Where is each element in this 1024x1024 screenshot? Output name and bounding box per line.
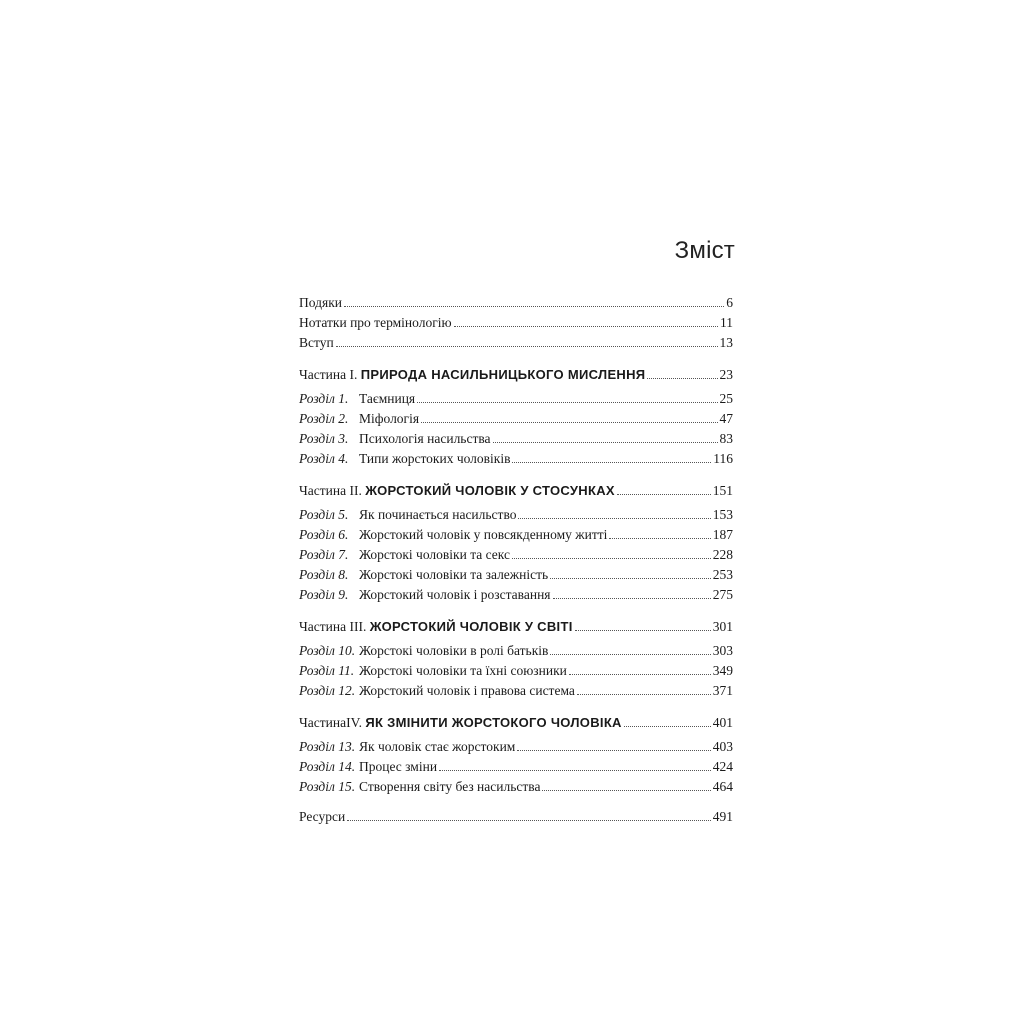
leader-dots	[336, 346, 718, 347]
leader-dots	[617, 494, 711, 495]
entry-title: Ресурси	[299, 809, 346, 824]
chapter-number: Розділ 14.	[299, 759, 356, 774]
chapter-title: Жорстокі чоловіки та залежність	[359, 567, 549, 582]
chapter-number: Розділ 2.	[299, 411, 349, 426]
toc-chapter	[299, 545, 733, 565]
toc-chapter	[299, 525, 733, 545]
chapter-number: Розділ 9.	[299, 587, 349, 602]
leader-dots	[550, 578, 711, 579]
toc-part-heading	[299, 481, 733, 501]
chapter-title: Як починається насильство	[359, 507, 517, 522]
chapter-number: Розділ 7.	[299, 547, 349, 562]
toc-chapter	[299, 641, 733, 661]
chapter-title: Психологія насильства	[359, 431, 491, 446]
entry-page: 151	[712, 483, 733, 498]
toc-chapter	[299, 449, 733, 469]
chapter-title: Жорстокі чоловіки в ролі батьків	[359, 643, 549, 658]
entry-page: 464	[712, 779, 733, 794]
toc-part-heading	[299, 365, 733, 385]
part-prefix: ЧастинаIV.	[299, 715, 362, 730]
leader-dots	[550, 654, 710, 655]
entry-page: 403	[712, 739, 733, 754]
entry-page: 401	[712, 715, 733, 730]
entry-page: 6	[726, 295, 733, 310]
toc-entry-front	[299, 293, 733, 313]
chapter-number: Розділ 11.	[299, 663, 355, 678]
entry-page: 424	[712, 759, 733, 774]
leader-dots	[421, 422, 717, 423]
toc-chapter	[299, 565, 733, 585]
entry-page: 13	[719, 335, 733, 350]
entry-page: 371	[712, 683, 733, 698]
chapter-title: Як чоловік стає жорстоким	[359, 739, 516, 754]
chapter-number: Розділ 4.	[299, 451, 349, 466]
chapter-number: Розділ 10.	[299, 643, 356, 658]
leader-dots	[439, 770, 711, 771]
toc-chapter	[299, 409, 733, 429]
chapter-title: Таємниця	[359, 391, 416, 406]
entry-title: Подяки	[299, 295, 342, 310]
toc-chapter	[299, 681, 733, 701]
part-title: ЯК ЗМІНИТИ ЖОРСТОКОГО ЧОЛОВІКА	[365, 715, 622, 730]
entry-page: 11	[720, 315, 733, 330]
chapter-number: Розділ 8.	[299, 567, 349, 582]
table-of-contents	[299, 293, 733, 827]
entry-page: 83	[719, 431, 733, 446]
toc-entry-back	[299, 807, 733, 827]
part-title: ЖОРСТОКИЙ ЧОЛОВІК У СВІТІ	[369, 619, 573, 634]
leader-dots	[569, 674, 711, 675]
part-prefix: Частина II.	[299, 483, 362, 498]
chapter-title: Створення світу без насильства	[359, 779, 541, 794]
leader-dots	[624, 726, 711, 727]
entry-page: 153	[712, 507, 733, 522]
toc-entry-front	[299, 333, 733, 353]
entry-page: 303	[712, 643, 733, 658]
chapter-title: Процес зміни	[359, 759, 438, 774]
leader-dots	[517, 750, 710, 751]
chapter-number: Розділ 15.	[299, 779, 356, 794]
entry-title: Вступ	[299, 335, 334, 350]
chapter-title: Жорстокий чоловік і правова система	[359, 683, 575, 698]
chapter-number: Розділ 6.	[299, 527, 349, 542]
entry-page: 349	[712, 663, 733, 678]
toc-chapter	[299, 757, 733, 777]
toc-chapter	[299, 777, 733, 797]
leader-dots	[493, 442, 718, 443]
chapter-title: Жорстокий чоловік у повсякденному житті	[359, 527, 608, 542]
chapter-title: Міфологія	[359, 411, 420, 426]
toc-entry-front	[299, 313, 733, 333]
part-prefix: Частина I.	[299, 367, 358, 382]
chapter-number: Розділ 3.	[299, 431, 349, 446]
leader-dots	[577, 694, 711, 695]
entry-page: 47	[719, 411, 733, 426]
entry-page: 301	[712, 619, 733, 634]
leader-dots	[575, 630, 711, 631]
toc-part-heading	[299, 617, 733, 637]
toc-chapter	[299, 661, 733, 681]
toc-chapter	[299, 429, 733, 449]
toc-chapter	[299, 737, 733, 757]
leader-dots	[609, 538, 710, 539]
leader-dots	[344, 306, 724, 307]
chapter-number: Розділ 13.	[299, 739, 356, 754]
leader-dots	[553, 598, 711, 599]
chapter-title: Жорстокі чоловіки та їхні союзники	[359, 663, 567, 678]
entry-page: 228	[712, 547, 733, 562]
chapter-title: Типи жорстоких чоловіків	[359, 451, 511, 466]
toc-part-heading	[299, 713, 733, 733]
chapter-number: Розділ 1.	[299, 391, 349, 406]
chapter-number: Розділ 12.	[299, 683, 356, 698]
leader-dots	[518, 518, 710, 519]
entry-page: 275	[712, 587, 733, 602]
leader-dots	[542, 790, 710, 791]
part-title: ЖОРСТОКИЙ ЧОЛОВІК У СТОСУНКАХ	[365, 483, 615, 498]
entry-page: 25	[719, 391, 733, 406]
leader-dots	[647, 378, 717, 379]
entry-page: 187	[712, 527, 733, 542]
entry-page: 23	[719, 367, 733, 382]
part-prefix: Частина III.	[299, 619, 367, 634]
leader-dots	[454, 326, 718, 327]
entry-page: 253	[712, 567, 733, 582]
entry-page: 116	[713, 451, 733, 466]
chapter-title: Жорстокі чоловіки та секс	[359, 547, 510, 562]
leader-dots	[417, 402, 717, 403]
chapter-title: Жорстокий чоловік і розставання	[359, 587, 551, 602]
leader-dots	[512, 462, 711, 463]
part-title: ПРИРОДА НАСИЛЬНИЦЬКОГО МИСЛЕННЯ	[360, 367, 646, 382]
toc-chapter	[299, 505, 733, 525]
page-title: Зміст	[674, 237, 735, 264]
leader-dots	[512, 558, 711, 559]
toc-chapter	[299, 585, 733, 605]
entry-title: Нотатки про термінологію	[299, 315, 452, 330]
leader-dots	[347, 820, 711, 821]
toc-chapter	[299, 389, 733, 409]
chapter-number: Розділ 5.	[299, 507, 349, 522]
entry-page: 491	[712, 809, 733, 824]
